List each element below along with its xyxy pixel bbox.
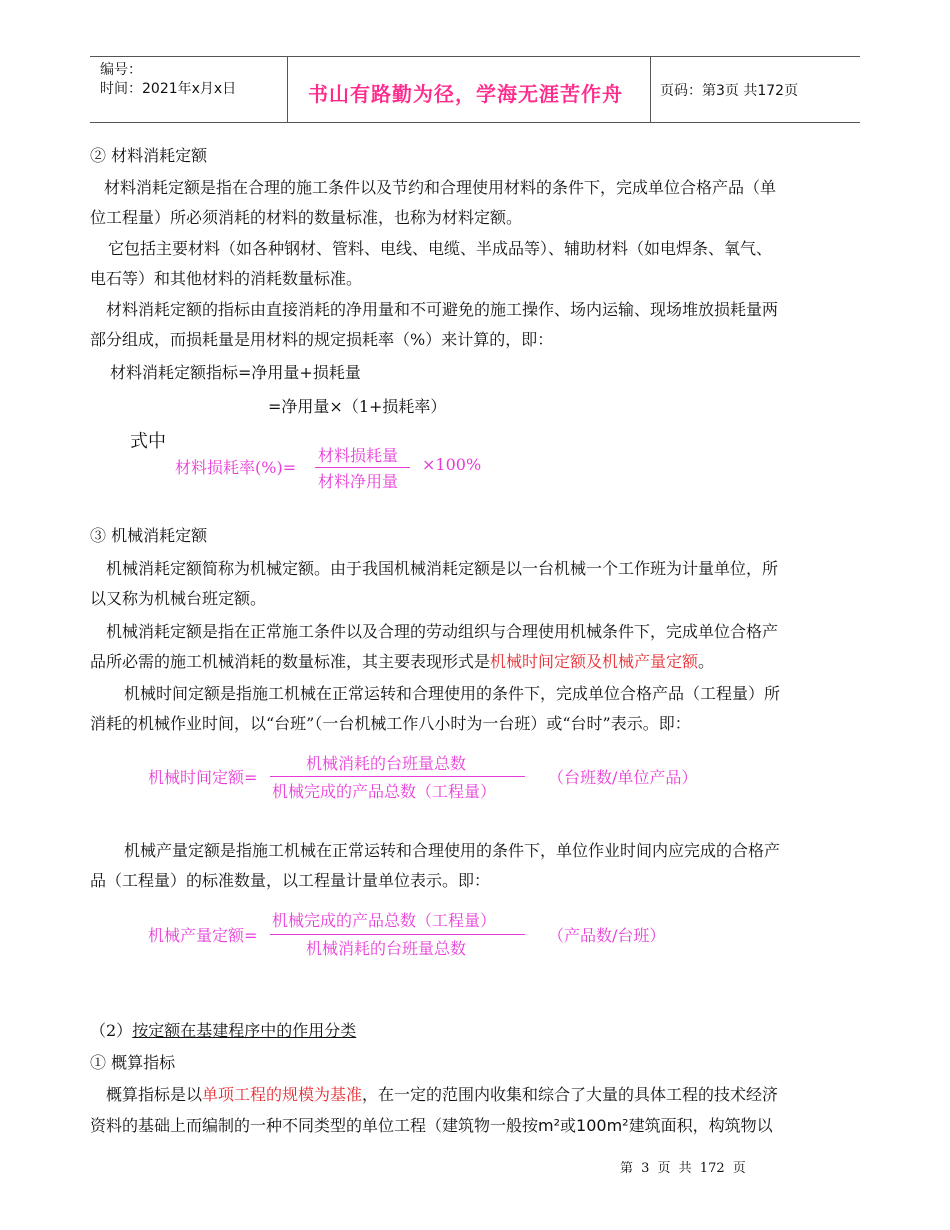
header-number-label: 编号： <box>100 62 142 78</box>
formula-output-lhs: 机械产量定额= <box>148 926 258 945</box>
unit-hundred-square-meter: 100m² <box>576 1116 629 1135</box>
header-bottom-rule <box>90 122 860 123</box>
header-time-label: 时间：2021年x月x日 <box>100 81 237 97</box>
where-label: 式中 <box>130 431 166 452</box>
formula-output-unit: （产品数/台班） <box>548 926 666 945</box>
paragraph-machine-2-end: 。 <box>698 652 715 671</box>
section-classification-prefix: （2） <box>90 1021 133 1040</box>
formula-material-line1: 材料消耗定额指标=净用量+损耗量 <box>110 363 361 382</box>
formula-material-line2: =净用量×（1+损耗率） <box>268 397 447 416</box>
paragraph-material-2-line2: 电石等）和其他材料的消耗数量标准。 <box>90 269 363 288</box>
highlight-machine-forms: 机械时间定额及机械产量定额 <box>490 652 699 671</box>
paragraph-material-1-line1: 材料消耗定额是指在合理的施工条件以及节约和合理使用材料的条件下，完成单位合格产品（单 <box>104 178 777 197</box>
highlight-estimate-basis: 单项工程的规模为基准 <box>202 1085 363 1104</box>
paragraph-estimate-start: 概算指标是以 <box>106 1085 203 1104</box>
paragraph-machine-4-line2: 品（工程量）的标准数量，以工程量计量单位表示。即： <box>90 871 491 890</box>
section-title-material: ② 材料消耗定额 <box>90 146 208 165</box>
formula-loss-rate-bar <box>315 467 410 468</box>
unit-square-meter: m² <box>538 1116 561 1135</box>
formula-time-lhs: 机械时间定额= <box>148 768 258 787</box>
paragraph-machine-1-line1: 机械消耗定额简称为机械定额。由于我国机械消耗定额是以一台机械一个工作班为计量单位，所 <box>106 559 779 578</box>
formula-output-numerator: 机械完成的产品总数（工程量） <box>272 911 497 930</box>
formula-loss-rate-lhs: 材料损耗率(%)= <box>175 458 297 477</box>
section-classification-title: 按定额在基建程序中的作用分类 <box>132 1021 357 1040</box>
formula-output-bar <box>270 934 525 935</box>
paragraph-material-1-line2: 位工程量）所必须消耗的材料的数量标准，也称为材料定额。 <box>90 208 523 227</box>
paragraph-machine-1-line2: 以又称为机械台班定额。 <box>90 589 267 608</box>
paragraph-machine-2-line2 <box>90 647 860 677</box>
paragraph-material-2-line1: 它包括主要材料（如各种钢材、管料、电线、电缆、半成品等）、辅助材料（如电焊条、氧气、 <box>108 239 773 258</box>
paragraph-machine-2-line1: 机械消耗定额是指在正常施工条件以及合理的劳动组织与合理使用机械条件下，完成单位合格产 <box>106 622 779 641</box>
formula-time-bar <box>270 776 525 777</box>
footer-page-number: 第 3 页 共 172 页 <box>620 1161 746 1176</box>
paragraph-machine-4-line1: 机械产量定额是指施工机械在正常运转和合理使用的条件下，单位作业时间内应完成的合格产 <box>124 841 781 860</box>
formula-loss-rate-denominator: 材料净用量 <box>318 472 399 491</box>
section-title-classification <box>90 1016 860 1046</box>
formula-output-denominator: 机械消耗的台班量总数 <box>306 939 467 958</box>
header-page-info: 页码：第3页 共172页 <box>660 83 799 99</box>
paragraph-machine-2-text: 品所必需的施工机械消耗的数量标准，其主要表现形式是 <box>90 652 491 671</box>
paragraph-estimate-rest: ，在一定的范围内收集和综合了大量的具体工程的技术经济 <box>362 1085 779 1104</box>
formula-loss-rate-multiplier: ×100% <box>422 455 482 474</box>
section-title-machine: ③ 机械消耗定额 <box>90 526 208 545</box>
paragraph-material-3-line1: 材料消耗定额的指标由直接消耗的净用量和不可避免的施工操作、场内运输、现场堆放损耗量两 <box>106 300 779 319</box>
paragraph-machine-3-line2: 消耗的机械作业时间，以“台班”（一台机械工作八小时为一台班）或“台时”表示。即： <box>90 714 691 733</box>
paragraph-estimate-line1 <box>106 1080 876 1110</box>
formula-loss-rate-numerator: 材料损耗量 <box>318 446 399 465</box>
header-divider-right <box>650 57 651 122</box>
paragraph-machine-3-line1: 机械时间定额是指施工机械在正常运转和合理使用的条件下，完成单位合格产品（工程量）所 <box>124 684 781 703</box>
paragraph-estimate-or: 或 <box>560 1116 577 1135</box>
header-divider-left <box>287 57 288 122</box>
paragraph-estimate-line2-end: 建筑面积，构筑物以 <box>628 1116 773 1135</box>
paragraph-material-3-line2: 部分组成，而损耗量是用材料的规定损耗率（%）来计算的，即： <box>90 330 554 349</box>
paragraph-estimate-line2 <box>90 1111 860 1141</box>
formula-time-numerator: 机械消耗的台班量总数 <box>306 754 467 773</box>
header-motto: 书山有路勤为径，学海无涯苦作舟 <box>308 82 623 106</box>
formula-time-unit: （台班数/单位产品） <box>548 768 698 787</box>
section-title-estimate: ① 概算指标 <box>90 1053 176 1072</box>
header-top-rule <box>90 56 860 57</box>
formula-time-denominator: 机械完成的产品总数（工程量） <box>272 782 497 801</box>
paragraph-estimate-line2-start: 资料的基础上而编制的一种不同类型的单位工程（建筑物一般按 <box>90 1116 539 1135</box>
